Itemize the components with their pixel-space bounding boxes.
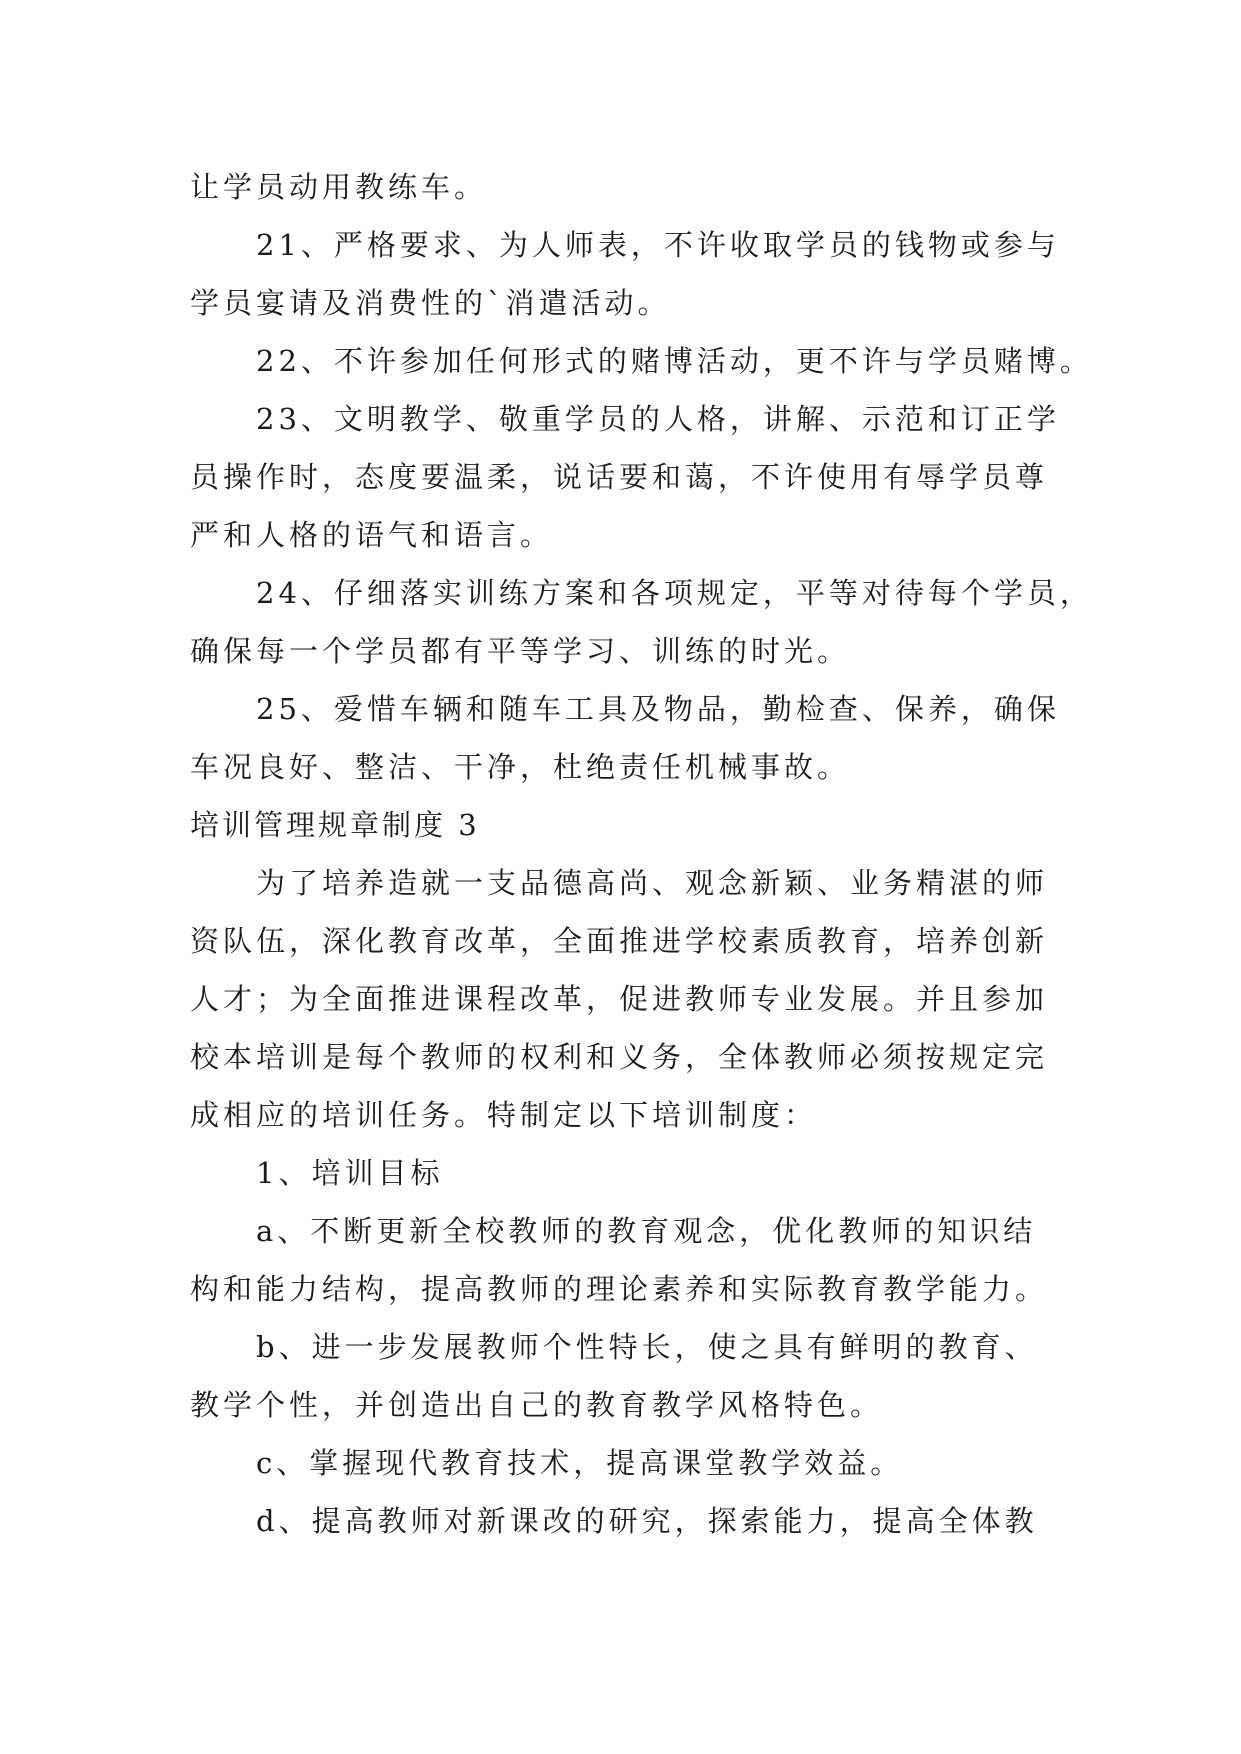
text-line: 24、仔细落实训练方案和各项规定，平等对待每个学员， <box>256 576 1093 610</box>
section-heading: 培训管理规章制度 3 <box>190 808 480 842</box>
text-line: 让学员动用教练车。 <box>190 170 488 204</box>
text-line: b、进一步发展教师个性特长，使之具有鲜明的教育、 <box>256 1330 1038 1364</box>
text-line: 确保每一个学员都有平等学习、训练的时光。 <box>190 634 851 668</box>
text-line: 21、严格要求、为人师表，不许收取学员的钱物或参与 <box>256 228 1060 262</box>
text-line: 严和人格的语气和语言。 <box>190 518 554 552</box>
text-line: 22、不许参加任何形式的赌博活动，更不许与学员赌博。 <box>256 344 1093 378</box>
text-line: a、不断更新全校教师的教育观念，优化教师的知识结 <box>256 1214 1037 1248</box>
text-line: d、提高教师对新课改的研究，探索能力，提高全体教 <box>256 1504 1038 1538</box>
text-line: 构和能力结构，提高教师的理论素养和实际教育教学能力。 <box>190 1272 1049 1306</box>
text-line: 学员宴请及消费性的`消遣活动。 <box>190 286 671 320</box>
text-line: 校本培训是每个教师的权利和义务，全体教师必须按规定完 <box>190 1040 1049 1074</box>
text-line: 23、文明教学、敬重学员的人格，讲解、示范和订正学 <box>256 402 1060 436</box>
text-line: 教学个性，并创造出自己的教育教学风格特色。 <box>190 1388 884 1422</box>
text-line: 成相应的培训任务。特制定以下培训制度： <box>190 1098 818 1132</box>
text-line: 为了培养造就一支品德高尚、观念新颖、业务精湛的师 <box>256 866 1049 900</box>
text-line: 资队伍，深化教育改革，全面推进学校素质教育，培养创新 <box>190 924 1049 958</box>
text-line: 25、爱惜车辆和随车工具及物品，勤检查、保养，确保 <box>256 692 1060 726</box>
document-body <box>190 158 1093 1550</box>
text-line: 1、培训目标 <box>256 1156 444 1190</box>
text-line: c、掌握现代教育技术，提高课堂教学效益。 <box>256 1446 904 1480</box>
text-line: 人才；为全面推进课程改革，促进教师专业发展。并且参加 <box>190 982 1049 1016</box>
text-line: 车况良好、整洁、干净，杜绝责任机械事故。 <box>190 750 851 784</box>
text-line: 员操作时，态度要温柔，说话要和蔼，不许使用有辱学员尊 <box>190 460 1049 494</box>
